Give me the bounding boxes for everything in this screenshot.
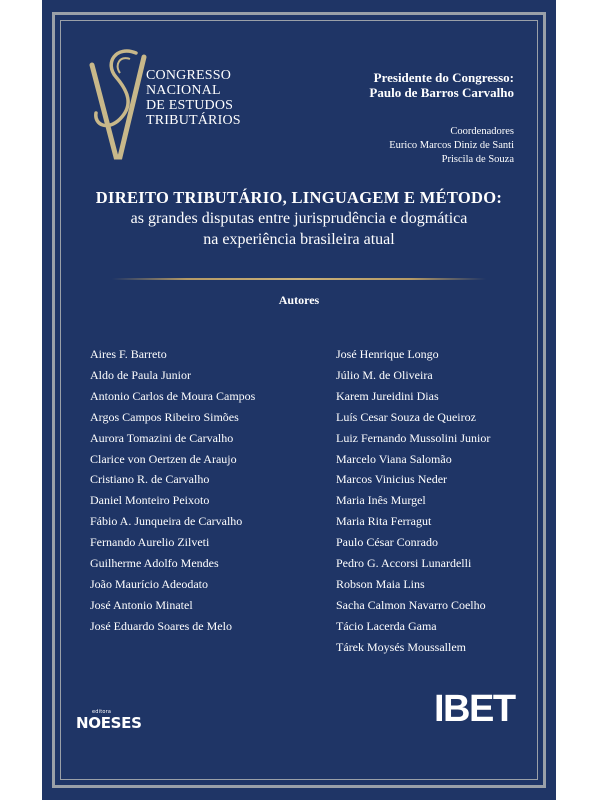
coordinators-label: Coordenadores: [450, 126, 514, 137]
title-subtitle-line: as grandes disputas entre jurisprudência e dogmática: [130, 210, 468, 227]
author-name: Júlio M. de Oliveira: [336, 367, 433, 382]
author-name: Marcelo Viana Salomão: [336, 451, 452, 466]
title-main: DIREITO TRIBUTÁRIO, LINGUAGEM E MÉTODO:: [95, 188, 503, 207]
publisher-logo: [76, 709, 142, 732]
congress-name: [146, 68, 241, 128]
author-name: Daniel Monteiro Peixoto: [90, 493, 210, 508]
author-name: Luís Cesar Souza de Queiroz: [336, 409, 476, 424]
author-name: Tárek Moysés Moussallem: [336, 639, 466, 654]
coordinators-block: [389, 125, 514, 167]
author-name: Paulo César Conrado: [336, 535, 438, 550]
logo-line: TRIBUTÁRIOS: [146, 113, 241, 128]
author-name: Antonio Carlos de Moura Campos: [90, 388, 256, 403]
author-name: José Eduardo Soares de Melo: [90, 618, 232, 633]
author-name: Tácio Lacerda Gama: [336, 618, 437, 633]
author-name: Karem Jureidini Dias: [336, 388, 439, 403]
author-name: Robson Maia Lins: [336, 576, 425, 591]
author-name: Maria Rita Ferragut: [336, 514, 432, 529]
author-name: Maria Inês Murgel: [336, 493, 426, 508]
logo-line: CONGRESSO: [146, 68, 232, 83]
author-name: Cristiano R. de Carvalho: [90, 472, 210, 487]
author-name: Argos Campos Ribeiro Simões: [90, 409, 239, 424]
author-name: Aurora Tomazini de Carvalho: [90, 430, 234, 445]
coordinator-name: Priscila de Souza: [441, 154, 514, 165]
author-name: Pedro G. Accorsi Lunardelli: [336, 556, 472, 571]
authors-list-left: [90, 344, 255, 637]
author-name: Fábio A. Junqueira de Carvalho: [90, 514, 243, 529]
author-name: Marcos Vinicius Neder: [336, 472, 448, 487]
congress-logo-mark: [86, 45, 150, 163]
author-name: Luiz Fernando Mussolini Junior: [336, 430, 491, 445]
author-name: Aires F. Barreto: [90, 347, 167, 361]
logo-line: NACIONAL: [146, 83, 221, 98]
author-name: João Maurício Adeodato: [90, 576, 208, 591]
author-name: José Antonio Minatel: [90, 597, 193, 612]
president-name: Paulo de Barros Carvalho: [369, 85, 514, 100]
president-label: Presidente do Congresso:: [373, 70, 514, 85]
author-name: Fernando Aurelio Zilveti: [90, 535, 210, 550]
coordinator-name: Eurico Marcos Diniz de Santi: [389, 140, 514, 151]
book-title: [76, 188, 522, 250]
authors-heading: Autores: [278, 293, 320, 307]
ibet-logo: IBET: [434, 688, 515, 730]
book-cover: [42, 0, 556, 800]
president-block: [369, 70, 514, 100]
authors-list-right: [336, 344, 490, 658]
author-name: Aldo de Paula Junior: [90, 367, 191, 382]
author-name: José Henrique Longo: [336, 347, 439, 361]
author-name: Guilherme Adolfo Mendes: [90, 556, 219, 571]
publisher-name: NOESES: [76, 714, 142, 732]
author-name: Sacha Calmon Navarro Coelho: [336, 597, 486, 612]
publisher-small-label: editora: [92, 709, 112, 715]
logo-line: DE ESTUDOS: [146, 98, 234, 113]
title-subtitle-line: na experiência brasileira atual: [203, 231, 395, 248]
title-divider: [112, 278, 486, 280]
author-name: Clarice von Oertzen de Araujo: [90, 451, 237, 466]
